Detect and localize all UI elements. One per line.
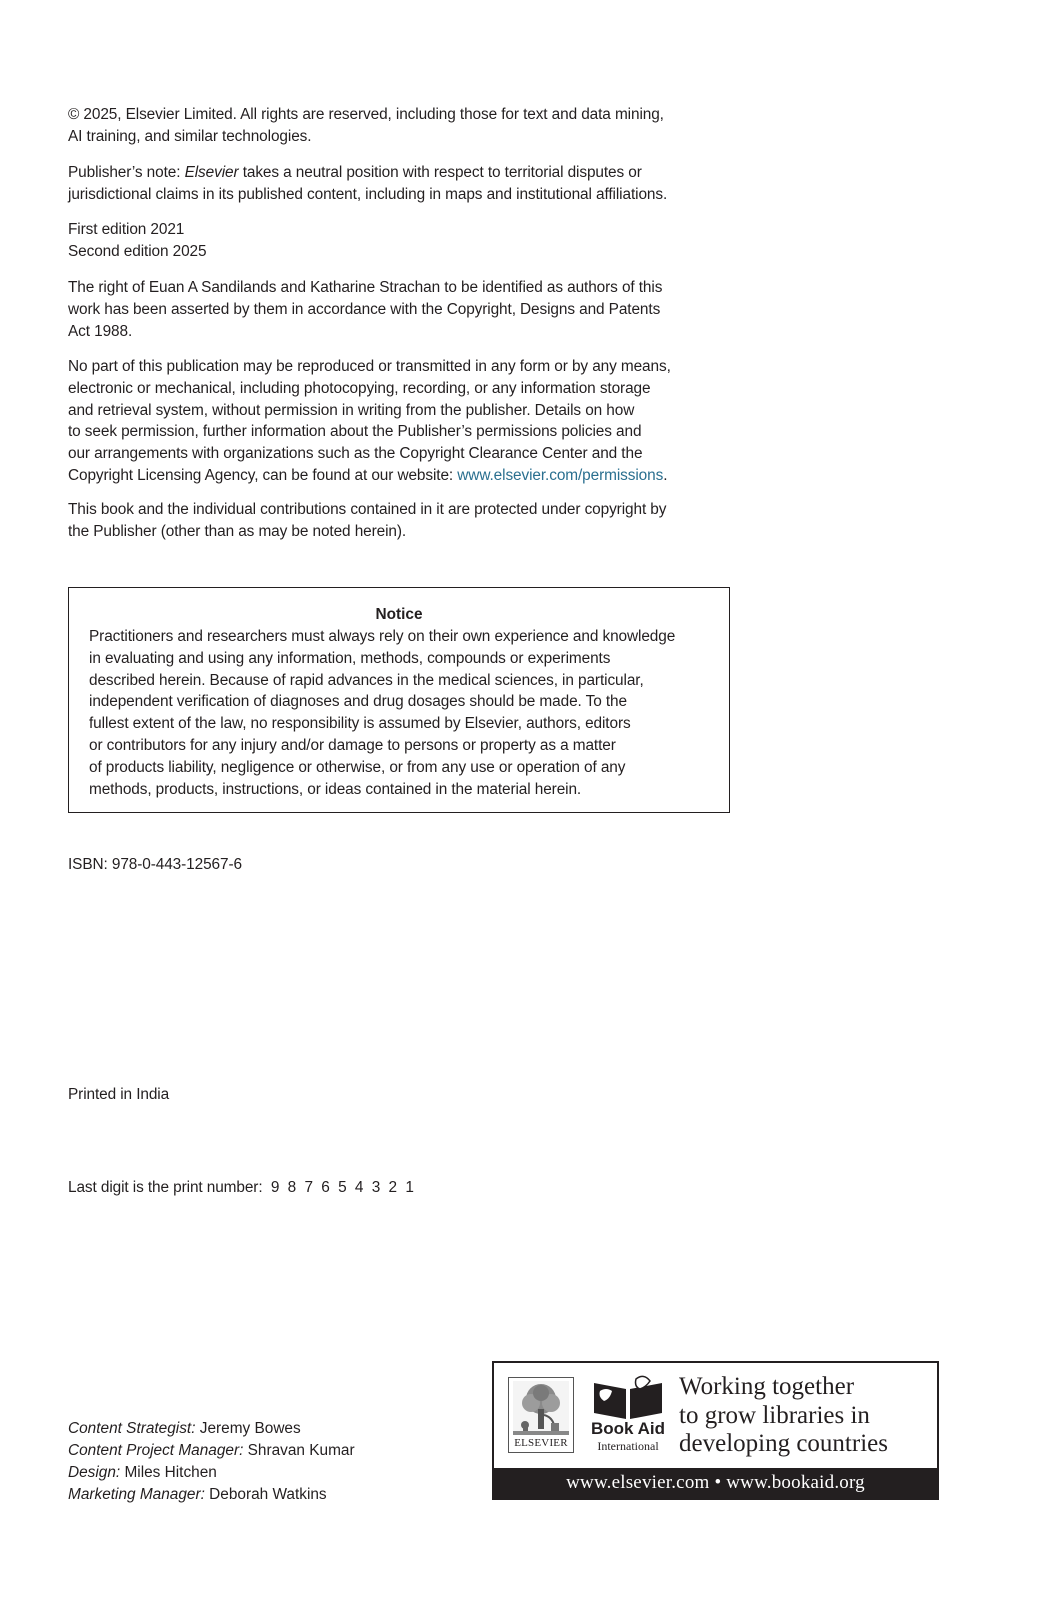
notice-line: in evaluating and using any information, methods, compounds or experiments	[89, 649, 611, 667]
credit-name: Miles Hitchen	[120, 1464, 217, 1481]
copyright-statement	[68, 104, 738, 148]
notice-body	[89, 626, 719, 800]
slogan-line: to grow libraries in	[679, 1401, 870, 1429]
rights-line: The right of Euan A Sandilands and Katharine Strachan to be identified as authors of this	[68, 279, 663, 296]
author-rights	[68, 277, 738, 342]
edition-line: First edition 2021	[68, 221, 185, 238]
permissions-line	[68, 465, 738, 487]
book-aid-name: Book Aid	[591, 1419, 665, 1438]
credit-name: Jeremy Bowes	[195, 1420, 301, 1437]
permissions-last-prefix: Copyright Licensing Agency, can be found at our website:	[68, 466, 458, 484]
publisher-name-italic: Elsevier	[184, 164, 239, 181]
copyright-line: © 2025, Elsevier Limited. All rights are reserved, including those for text and data mining,	[68, 106, 664, 123]
rights-line: work has been asserted by them in accordance with the Copyright, Designs and Patents	[68, 300, 661, 318]
elsevier-tree-icon	[513, 1381, 569, 1435]
slogan-line: developing countries	[679, 1430, 888, 1457]
publisher-note-rest: takes a neutral position with respect to territorial disputes or	[238, 164, 642, 181]
edition-history	[68, 219, 738, 263]
notice-line: fullest extent of the law, no responsibility is assumed by Elsevier, authors, editors	[89, 715, 631, 733]
permissions-last-suffix: .	[663, 466, 668, 484]
credit-row	[68, 1440, 355, 1462]
elsevier-wordmark: ELSEVIER	[514, 1437, 568, 1449]
isbn-text: ISBN: 978-0-443-12567-6	[68, 856, 242, 873]
publisher-note-line	[68, 162, 738, 184]
credit-name: Deborah Watkins	[204, 1486, 327, 1503]
permissions-line: and retrieval system, without permission in writing from the publisher. Details on how	[68, 401, 635, 419]
print-number-text: Last digit is the print number: 9 8 7 6 5 4 3 2 1	[68, 1178, 414, 1196]
notice-line: described herein. Because of rapid advances in the medical sciences, in particular,	[89, 671, 644, 689]
credit-name: Shravan Kumar	[243, 1442, 355, 1459]
printed-location	[68, 1084, 738, 1106]
copyright-protection	[68, 499, 738, 543]
book-aid-banner	[492, 1361, 939, 1500]
permissions-line: to seek permission, further information about the Publisher’s permissions policies and	[68, 423, 642, 441]
permissions-paragraph	[68, 356, 738, 487]
slogan-line: Working together	[679, 1373, 855, 1400]
protection-line: the Publisher (other than as may be noted herein).	[68, 522, 407, 540]
publisher-note-line: jurisdictional claims in its published content, including in maps and institutional affiliations.	[68, 185, 668, 203]
credit-role: Content Project Manager:	[68, 1442, 244, 1459]
credit-row	[68, 1462, 355, 1484]
printed-text: Printed in India	[68, 1086, 170, 1103]
rights-line: Act 1988.	[68, 322, 133, 340]
open-book-icon	[592, 1375, 664, 1421]
permissions-line: No part of this publication may be reproduced or transmitted in any form or by any means,	[68, 358, 671, 375]
publisher-note	[68, 162, 738, 206]
banner-websites: www.elsevier.com • www.bookaid.org	[494, 1468, 937, 1498]
credit-role: Marketing Manager:	[68, 1486, 205, 1503]
book-aid-subtitle: International	[597, 1439, 659, 1453]
notice-line: Practitioners and researchers must always rely on their own experience and knowledge	[89, 628, 676, 645]
credit-row	[68, 1484, 355, 1506]
copyright-line: AI training, and similar technologies.	[68, 127, 312, 145]
credit-role: Design:	[68, 1464, 121, 1481]
book-aid-logo	[588, 1375, 668, 1457]
notice-line: methods, products, instructions, or ideas contained in the material herein.	[89, 780, 582, 798]
credit-role: Content Strategist:	[68, 1420, 196, 1437]
permissions-line: our arrangements with organizations such as the Copyright Clearance Center and the	[68, 445, 643, 463]
publisher-note-prefix: Publisher’s note:	[68, 164, 185, 181]
protection-line: This book and the individual contributions contained in it are protected under copyright by	[68, 501, 667, 518]
notice-line: of products liability, negligence or otherwise, or from any use or operation of any	[89, 758, 626, 776]
isbn	[68, 854, 738, 876]
banner-slogan	[679, 1373, 929, 1459]
notice-title: Notice	[375, 606, 423, 623]
permissions-link[interactable]: www.elsevier.com/permissions	[457, 466, 664, 484]
elsevier-logo	[508, 1377, 574, 1453]
permissions-line: electronic or mechanical, including photocopying, recording, or any information storage	[68, 379, 651, 397]
notice-box	[68, 587, 730, 813]
notice-line: independent verification of diagnoses and drug dosages should be made. To the	[89, 693, 627, 711]
print-number	[68, 1133, 738, 1242]
edition-line: Second edition 2025	[68, 242, 207, 260]
notice-line: or contributors for any injury and/or damage to persons or property as a matter	[89, 736, 616, 754]
production-credits	[68, 1418, 355, 1506]
credit-row	[68, 1418, 355, 1440]
